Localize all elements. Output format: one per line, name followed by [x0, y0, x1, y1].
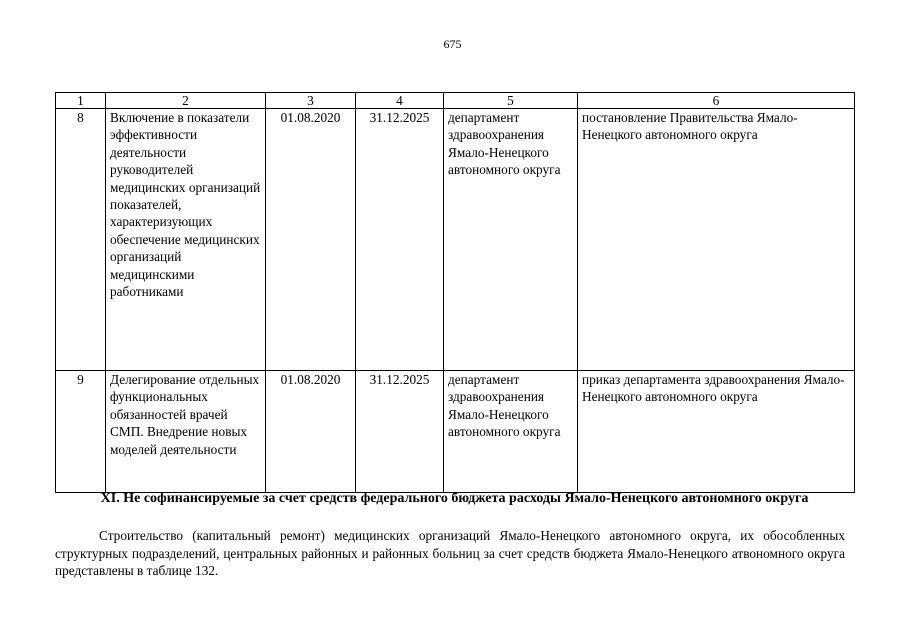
table-header-cell: 4	[356, 93, 444, 109]
end-date-cell: 31.12.2025	[356, 109, 444, 371]
table-row	[56, 109, 855, 371]
result-cell: приказ департамента здравоохранения Ямало-Ненецкого автономного округа	[578, 371, 855, 493]
responsible-cell: департамент здравоохранения Ямало-Ненецкого автономного округа	[444, 109, 578, 371]
start-date-cell: 01.08.2020	[266, 109, 356, 371]
measures-table	[55, 92, 855, 493]
table-header-cell: 2	[106, 93, 266, 109]
responsible-cell: департамент здравоохранения Ямало-Ненецкого автономного округа	[444, 371, 578, 493]
section-title: XI. Не софинансируемые за счет средств федерального бюджета расходы Ямало-Ненецкого автономного округа	[100, 491, 809, 506]
body-paragraph: Строительство (капитальный ремонт) медицинских организаций Ямало-Ненецкого автономного округа, их обособленных структурных подразделений, центральных районных и районных больниц за счет средств бюджета Ямало-Ненецкого атвономного округа представлены в таблице 132.	[55, 528, 845, 579]
table-header-cell: 1	[56, 93, 106, 109]
measure-cell: Делегирование отдельных функциональных обязанностей врачей СМП. Внедрение новых моделей деятельности	[106, 371, 266, 493]
table-row	[56, 371, 855, 493]
end-date-cell: 31.12.2025	[356, 371, 444, 493]
table-header-cell: 3	[266, 93, 356, 109]
table-header-row	[56, 93, 855, 109]
row-number: 8	[56, 109, 106, 371]
start-date-cell: 01.08.2020	[266, 371, 356, 493]
table-header-cell: 5	[444, 93, 578, 109]
row-number: 9	[56, 371, 106, 493]
table-header-cell: 6	[578, 93, 855, 109]
page-number: 675	[443, 37, 462, 51]
measure-cell: Включение в показатели эффективности деятельности руководителей медицинских организаций показателей, характеризующих обеспечение медицинских организаций медицинскими работниками	[106, 109, 266, 371]
result-cell: постановление Правительства Ямало-Ненецкого автономного округа	[578, 109, 855, 371]
